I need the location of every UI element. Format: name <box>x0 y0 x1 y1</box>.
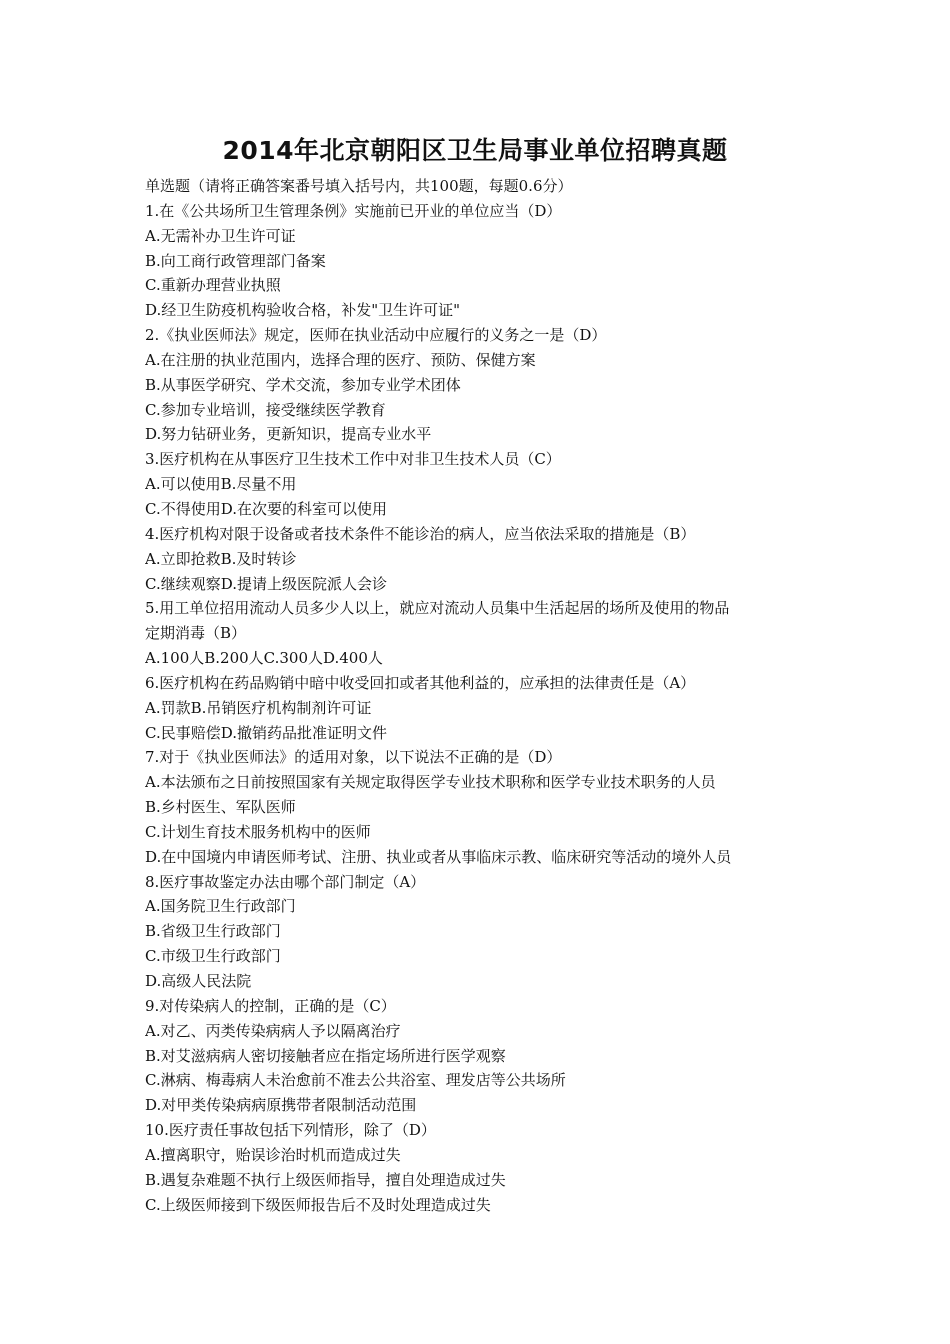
text-line: C.淋病、梅毒病人未治愈前不准去公共浴室、理发店等公共场所 <box>145 1071 566 1090</box>
text-line: A.100人B.200人C.300人D.400人 <box>145 649 383 668</box>
document-body <box>145 174 825 1217</box>
text-line: 6.医疗机构在药品购销中暗中收受回扣或者其他利益的，应承担的法律责任是（A） <box>145 673 696 692</box>
text-line: B.从事医学研究、学术交流，参加专业学术团体 <box>145 375 461 394</box>
text-line: A.对乙、丙类传染病病人予以隔离治疗 <box>145 1021 401 1040</box>
text-line: 3.医疗机构在从事医疗卫生技术工作中对非卫生技术人员（C） <box>145 450 561 469</box>
text-line: C.计划生育技术服务机构中的医师 <box>145 822 371 841</box>
text-line: B.向工商行政管理部门备案 <box>145 251 326 270</box>
text-line: C.民事赔偿D.撤销药品批准证明文件 <box>145 723 387 742</box>
text-line: D.对甲类传染病病原携带者限制活动范围 <box>145 1096 417 1115</box>
text-line: D.经卫生防疫机构验收合格，补发"卫生许可证" <box>145 301 461 320</box>
text-line: B.省级卫生行政部门 <box>145 922 281 941</box>
text-line: A.罚款B.吊销医疗机构制剂许可证 <box>145 698 372 717</box>
text-line: C.不得使用D.在次要的科室可以使用 <box>145 499 387 518</box>
text-line: C.市级卫生行政部门 <box>145 947 281 966</box>
text-line: 定期消毒（B） <box>145 624 247 643</box>
text-line: 单选题（请将正确答案番号填入括号内，共100题，每题0.6分） <box>145 177 573 195</box>
text-line: 9.对传染病人的控制，正确的是（C） <box>145 996 396 1015</box>
text-line: C.继续观察D.提请上级医院派人会诊 <box>145 574 387 593</box>
text-line: C.上级医师接到下级医师报告后不及时处理造成过失 <box>145 1195 491 1214</box>
text-line: 1.在《公共场所卫生管理条例》实施前已开业的单位应当（D） <box>145 201 562 220</box>
text-line: 2.《执业医师法》规定，医师在执业活动中应履行的义务之一是（D） <box>145 326 607 345</box>
text-line: A.可以使用B.尽量不用 <box>145 475 297 494</box>
text-line: D.努力钻研业务，更新知识，提高专业水平 <box>145 425 432 444</box>
text-line: D.高级人民法院 <box>145 972 252 990</box>
text-line: 7.对于《执业医师法》的适用对象，以下说法不正确的是（D） <box>145 748 562 767</box>
text-line: D.在中国境内申请医师考试、注册、执业或者从事临床示教、临床研究等活动的境外人员 <box>145 847 732 866</box>
text-line: A.无需补办卫生许可证 <box>145 226 296 245</box>
text-line: B.乡村医生、军队医师 <box>145 798 296 817</box>
document-title: 2014年北京朝阳区卫生局事业单位招聘真题 <box>222 136 728 165</box>
text-line: 10.医疗责任事故包括下列情形，除了（D） <box>145 1121 436 1140</box>
text-line: A.在注册的执业范围内，选择合理的医疗、预防、保健方案 <box>145 350 536 369</box>
text-line: 4.医疗机构对限于设备或者技术条件不能诊治的病人，应当依法采取的措施是（B） <box>145 524 696 543</box>
text-line: A.本法颁布之日前按照国家有关规定取得医学专业技术职称和医学专业技术职务的人员 <box>145 773 716 792</box>
text-line: 8.医疗事故鉴定办法由哪个部门制定（A） <box>145 872 426 891</box>
text-line: B.遇复杂难题不执行上级医师指导，擅自处理造成过失 <box>145 1170 506 1189</box>
text-line: A.擅离职守，贻误诊治时机而造成过失 <box>145 1145 401 1164</box>
text-line: C.重新办理营业执照 <box>145 276 281 295</box>
text-line: 5.用工单位招用流动人员多少人以上，就应对流动人员集中生活起居的场所及使用的物品 <box>145 599 730 618</box>
text-line: C.参加专业培训，接受继续医学教育 <box>145 400 386 419</box>
text-line: B.对艾滋病病人密切接触者应在指定场所进行医学观察 <box>145 1046 506 1065</box>
text-line: A.国务院卫生行政部门 <box>145 897 296 916</box>
text-line: A.立即抢救B.及时转诊 <box>145 549 297 568</box>
